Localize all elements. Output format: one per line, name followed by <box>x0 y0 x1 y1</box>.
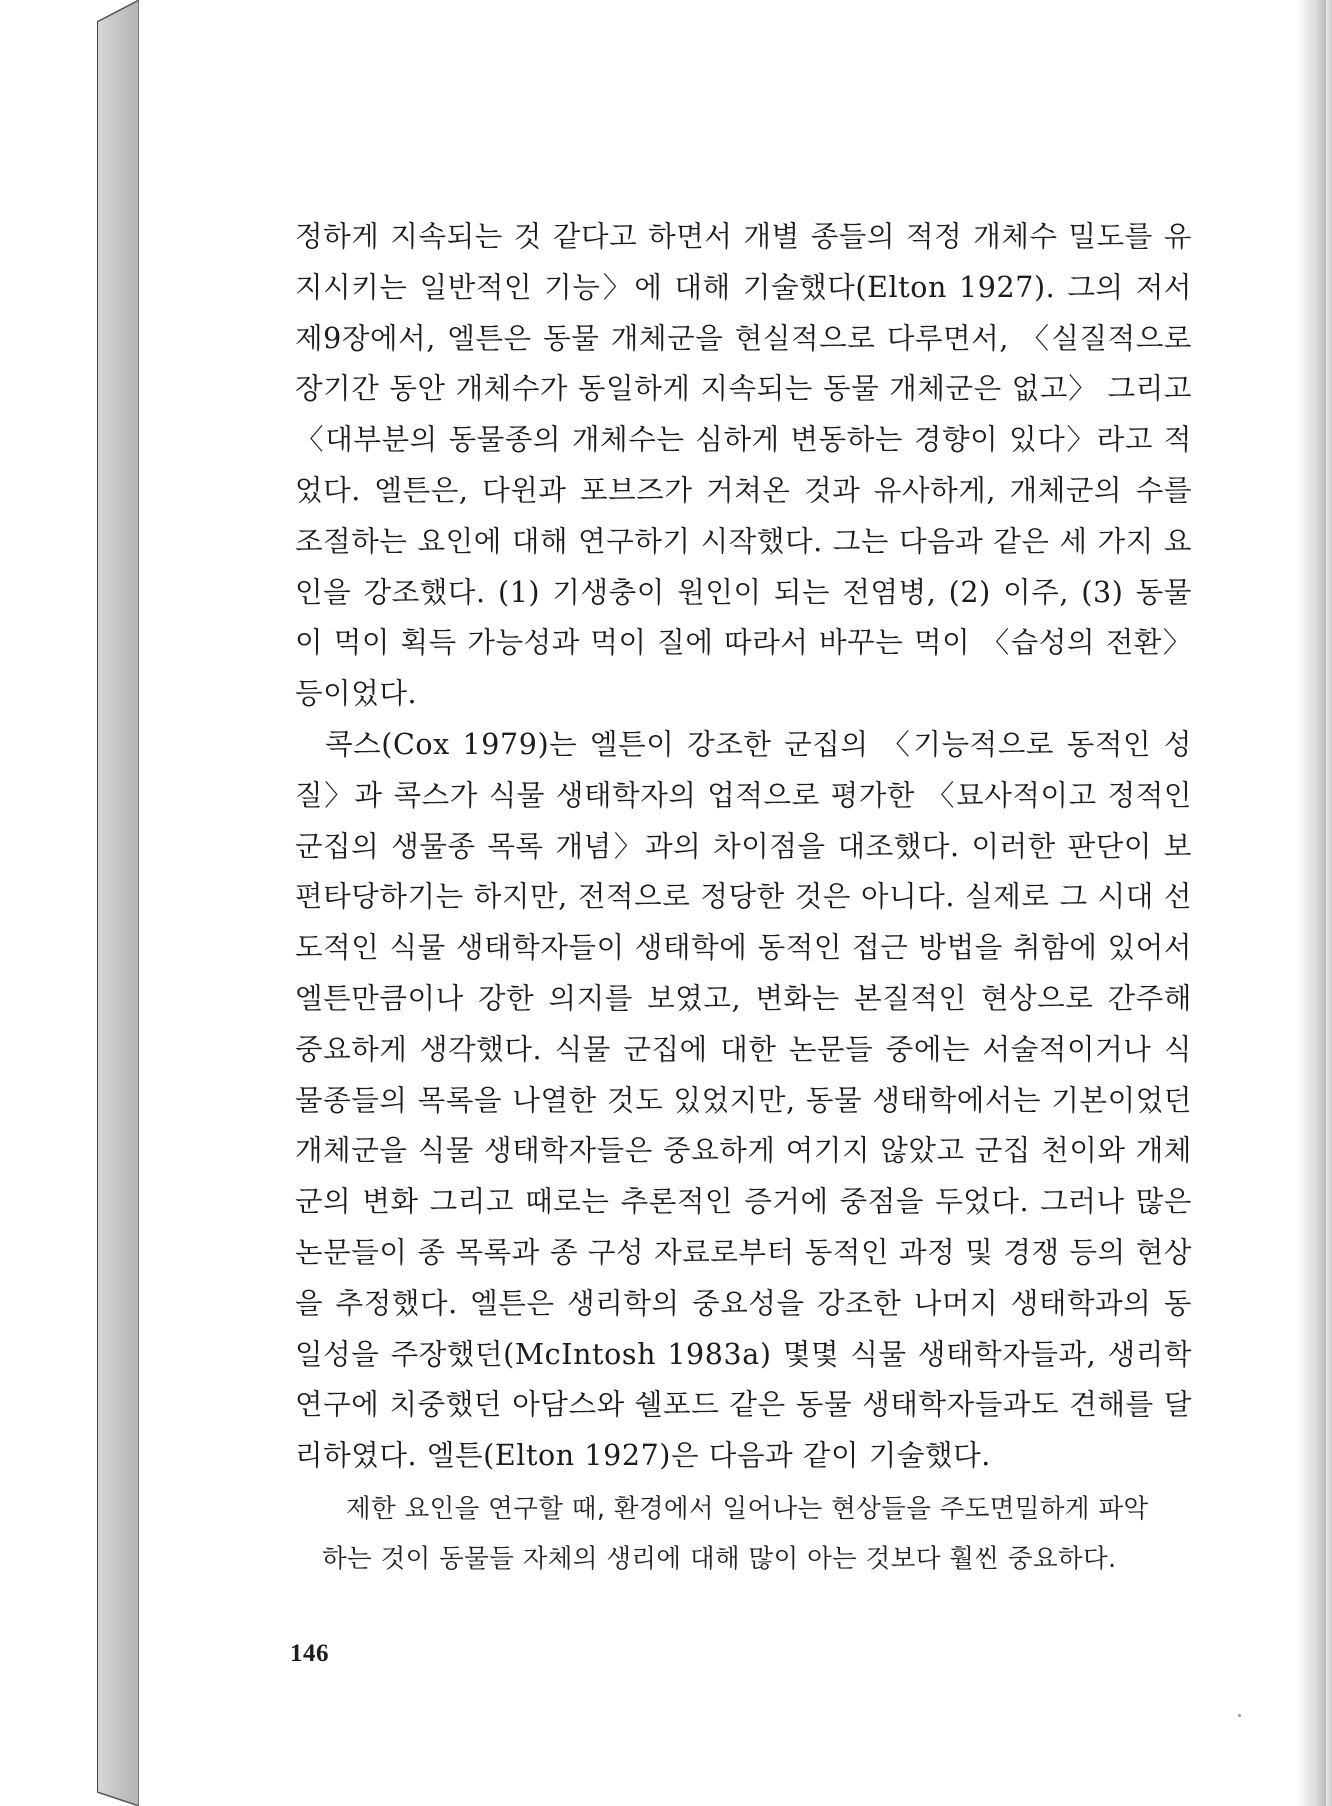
paragraph-1: 정하게 지속되는 것 같다고 하면서 개별 종들의 적정 개체수 밀도를 유지시키는 일반적인 기능〉에 대해 기술했다(Elton 1927). 그의 저서 제9장에서, 엘튼은 동물 개체군을 현실적으로 다루면서, 〈실질적으로 장기간 동안 개체수가 동일하게 지속되는 동물 개체군은 없고〉 그리고 〈대부분의 동물종의 개체수는 심하게 변동하는 경향이 있다〉라고 적었다. 엘튼은, 다윈과 포브즈가 거쳐온 것과 유사하게, 개체군의 수를 조절하는 요인에 대해 연구하기 시작했다. 그는 다음과 같은 세 가지 요인을 강조했다. (1) 기생충이 원인이 되는 전염병, (2) 이주, (3) 동물이 먹이 획득 가능성과 먹이 질에 따라서 바꾸는 먹이 〈습성의 전환〉 등이었다. <box>295 220 1192 711</box>
block-quote <box>322 1484 1192 1584</box>
paragraph-2: 콕스(Cox 1979)는 엘튼이 강조한 군집의 〈기능적으로 동적인 성질〉과 콕스가 식물 생태학자의 업적으로 평가한 〈묘사적이고 정적인 군집의 생물종 목록 개념〉과의 차이점을 대조했다. 이러한 판단이 보편타당하기는 하지만, 전적으로 정당한 것은 아니다. 실제로 그 시대 선도적인 식물 생태학자들이 생태학에 동적인 접근 방법을 취함에 있어서 엘튼만큼이나 강한 의지를 보였고, 변화는 본질적인 현상으로 간주해 중요하게 생각했다. 식물 군집에 대한 논문들 중에는 서술적이거나 식물종들의 목록을 나열한 것도 있었지만, 동물 생태학에서는 기본이었던 개체군을 식물 생태학자들은 중요하게 여기지 않았고 군집 천이와 개체군의 변화 그리고 때로는 추론적인 증거에 중점을 두었다. 그러나 많은 논문들이 종 목록과 종 구성 자료로부터 동적인 과정 및 경쟁 등의 현상을 추정했다. 엘튼은 생리학의 중요성을 강조한 나머지 생태학과의 동일성을 주장했던(McIntosh 1983a) 몇몇 식물 생태학자들과, 생리학 연구에 치중했던 아담스와 쉘포드 같은 동물 생태학자들과도 견해를 달리하였다. 엘튼(Elton 1927)은 다음과 같이 기술했다. <box>295 727 1192 1473</box>
body-text <box>295 212 1192 1482</box>
page-edges-graphic <box>97 0 139 1806</box>
page-right-edge <box>1326 0 1332 1806</box>
book-page-edges <box>97 0 139 1806</box>
page-number: 146 <box>290 1640 329 1667</box>
scan-speck <box>1238 1714 1241 1717</box>
quote-line-1: 제한 요인을 연구할 때, 환경에서 일어나는 현상들을 주도면밀하게 파악 <box>346 1494 1149 1524</box>
quote-line-2: 하는 것이 동물들 자체의 생리에 대해 많이 아는 것보다 훨씬 중요하다. <box>322 1544 1117 1574</box>
